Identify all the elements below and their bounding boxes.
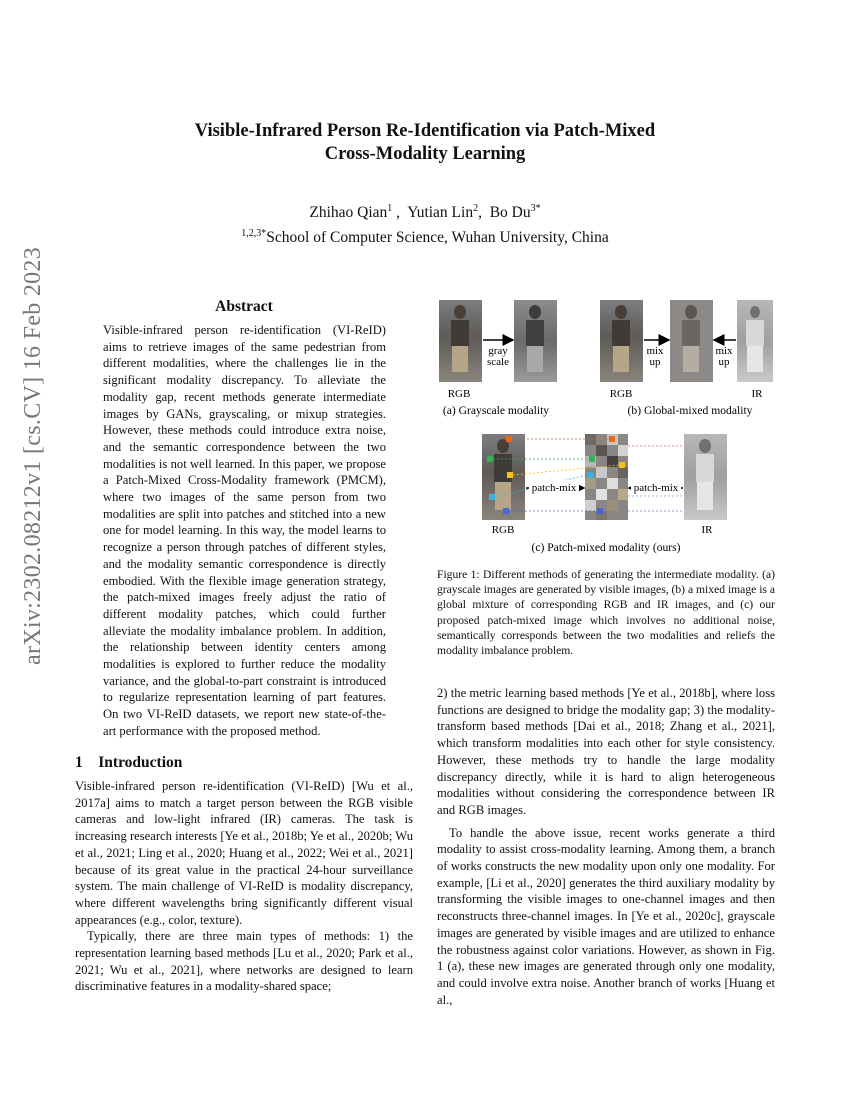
svg-text:mix: mix bbox=[715, 345, 733, 357]
arxiv-id: arXiv:2302.08212v1 [cs.CV] 16 Feb 2023 bbox=[20, 246, 46, 665]
figure-1 bbox=[437, 296, 775, 558]
right-paragraph-2: To handle the above issue, recent works generate a third modality to assist cross-modality learning. Among them, a branch of works constructs the new modality upon only one modality. For example, [Li et al., 2020] generates the third auxiliary modality by transforming the visible images to one-channel images and then reconstructs three-channel images. In [Ye et al., 2020c], grayscale images are generated by visible images and are utilized to enhance the robustness against color variations. However, as shown in Fig. 1 (a), these new images are generated through only one modality, and could involve extra noise. Another branch of works [Huang et al., bbox=[437, 825, 775, 1007]
abstract-heading: Abstract bbox=[215, 298, 273, 315]
affiliation-sup: 1,2,3* bbox=[241, 228, 267, 239]
arrow-label-patchmix-left: patch-mix bbox=[531, 482, 577, 494]
paper-title bbox=[0, 120, 850, 166]
label-ir-c: IR bbox=[701, 524, 713, 536]
svg-text:mix: mix bbox=[646, 345, 664, 357]
photo-rgb-c bbox=[482, 434, 525, 520]
author-sup: 2 bbox=[473, 203, 479, 214]
title-line-2: Cross-Modality Learning bbox=[324, 144, 526, 164]
label-ir-b: IR bbox=[751, 388, 763, 400]
right-paragraph-1: 2) the metric learning based methods [Ye et al., 2018b], where loss functions are designed to bridge the modality gap; 3) the modality-transform based methods [Dai et al., 2018; Zhang et al., 2021], which transform modalities into each other for style consistency. However, these methods try to handle the large modality discrepancy directly, while it is hard to align heterogeneous modalities without considering the correspondence between IR and RGB images. bbox=[437, 686, 775, 817]
label-rgb-c: RGB bbox=[491, 524, 515, 536]
author-name: Bo Du bbox=[489, 204, 531, 222]
arrow-label-gray: gray bbox=[488, 345, 508, 357]
figure-1-caption: Figure 1: Different methods of generating the intermediate modality. (a) grayscale images are generated by visible images, (b) a mixed image is a global mixture of corresponding RGB and IR images, and (c) our proposed patch-mixed image which involves no additional noise, semantically corresponds between the two modalities and reliefs the modality imbalance problem. bbox=[437, 568, 775, 658]
intro-body bbox=[75, 778, 413, 995]
photo-mixed-b bbox=[670, 300, 713, 382]
intro-paragraph-2: Typically, there are three main types of methods: 1) the representation learning based methods [Lu et al., 2020; Park et al., 2021; Wu et al., 2021], where networks are designed to learn discriminative features in a modality-shared space; bbox=[75, 929, 413, 994]
affiliation bbox=[0, 228, 850, 247]
affiliation-text: School of Computer Science, Wuhan University, China bbox=[266, 229, 609, 247]
svg-text:up: up bbox=[718, 356, 730, 368]
photo-grayscale-a bbox=[514, 300, 557, 382]
photo-rgb-b bbox=[600, 300, 643, 382]
label-rgb-a: RGB bbox=[447, 388, 471, 400]
author-name: Yutian Lin bbox=[407, 204, 474, 222]
photo-rgb-a bbox=[439, 300, 482, 382]
photo-ir-c bbox=[684, 434, 727, 520]
arrow-label-scale: scale bbox=[487, 356, 509, 368]
author-sup: 3* bbox=[530, 203, 541, 214]
label-rgb-b: RGB bbox=[609, 388, 633, 400]
subcaption-a: (a) Grayscale modality bbox=[442, 404, 550, 417]
svg-text:up: up bbox=[649, 356, 661, 368]
photo-patchmixed-c bbox=[585, 434, 628, 520]
section-heading-introduction: 1 Introduction bbox=[75, 754, 183, 771]
author-sup: 1 bbox=[387, 203, 393, 214]
arrow-label-patchmix-right: patch-mix bbox=[633, 482, 679, 494]
figure-1-graphic bbox=[437, 296, 775, 558]
photo-ir-b bbox=[737, 300, 773, 382]
title-line-1: Visible-Infrared Person Re-Identification via Patch-Mixed bbox=[194, 121, 656, 141]
intro-paragraph-1: Visible-infrared person re-identification (VI-ReID) [Wu et al., 2017a] aims to match a target person between the RGB visible cameras and low-light infrared (IR) cameras. The task is increasing research interests [Ye et al., 2018b; Ye et al., 2020b; Wu et al., 2021; Ling et al., 2020; Huang et al., 2022; Wei et al., 2021] because of its great value in the practical 24-hour surveillance system. The main challenge of VI-ReID is modality discrepancy, where different wavelengths bring significantly different visual appearances (e.g., color, texture). bbox=[75, 779, 413, 927]
author-name: Zhihao Qian bbox=[309, 204, 388, 222]
subcaption-c: (c) Patch-mixed modality (ours) bbox=[531, 541, 681, 554]
abstract-text: Visible-infrared person re-identification (VI-ReID) aims to retrieve images of the same pedestrian from different modalities, where the challenges lie in the significant modality discrepancy. To alleviate the modality gap, recent methods generate intermediate images by GANs, grayscaling, or mixup strategies. However, these methods could introduce extra noise, and the semantic correspondence between the two modalities is not well learned. In this paper, we propose a Patch-Mixed Cross-Modality framework (PMCM), where two images of the same person from two modalities are split into patches and stitched into a new one for model learning. In this way, the model learns to recognize a person through patches of different styles, and the modality semantic correspondence is directly embodied. With the flexible image generation strategy, the patch-mixed images freely adjust the ratio of different modality patches, which could further alleviate the modality imbalance problem. In addition, the relationship between identity centers among modalities is explored to further reduce the modality variance, and the global-to-part constraint is introduced to regularize representation learning of part features. On two VI-ReID datasets, we report new state-of-the-art performance with the proposed method. bbox=[103, 323, 386, 738]
subcaption-b: (b) Global-mixed modality bbox=[627, 404, 753, 417]
right-column-body bbox=[437, 685, 775, 1008]
author-list: Zhihao Qian$^1$ , Yutian Lin$^2$, Bo $Du^{3*}$ bbox=[309, 203, 541, 222]
